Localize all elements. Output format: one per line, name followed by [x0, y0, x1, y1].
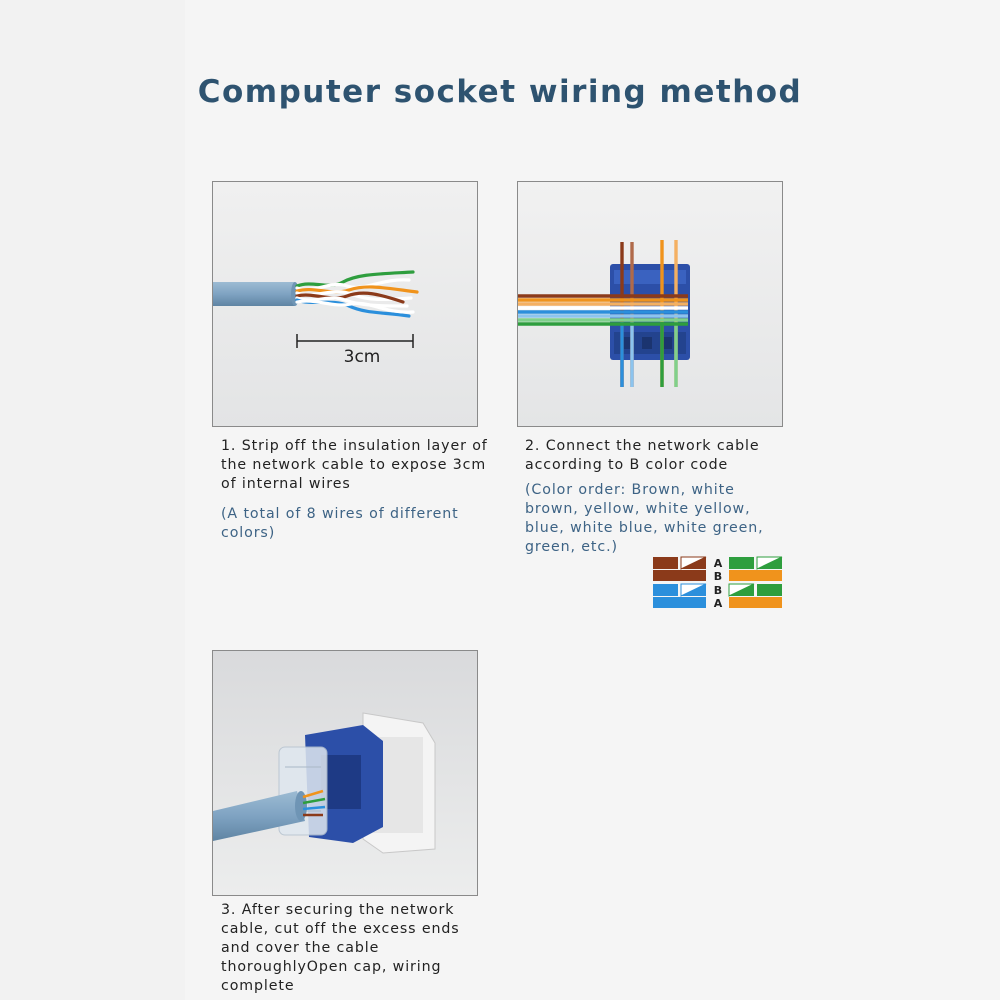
- legend-brown-pair: [653, 557, 706, 581]
- step2-photo: [517, 181, 783, 427]
- legend-blue-pair: [653, 584, 706, 608]
- color-code-legend: [653, 556, 783, 610]
- page-title: Computer socket wiring method: [197, 74, 803, 110]
- legend-label-3: B: [713, 584, 723, 597]
- legend-green-pair: [729, 557, 782, 581]
- legend-label-4: A: [713, 597, 723, 610]
- measure-label: 3cm: [343, 347, 381, 367]
- step1-note: (A total of 8 wires of different colors): [221, 506, 459, 541]
- legend-orange-pair: [729, 584, 782, 608]
- step2-note: (Color order: Brown, white brown, yellow, white yellow, blue, white blue, white green, green, etc.): [525, 482, 764, 555]
- cable-jacket: [213, 282, 299, 306]
- step3-photo: [212, 650, 478, 896]
- legend-label-1: A: [713, 557, 723, 570]
- step2-caption: 2. Connect the network cable according to B color code: [525, 438, 760, 473]
- step1-caption: 1. Strip off the insulation layer of the network cable to expose 3cm of internal wires: [221, 438, 488, 492]
- legend-label-2: B: [713, 570, 723, 583]
- left-margin-strip: [0, 0, 185, 1000]
- step1-photo: [212, 181, 478, 427]
- step3-caption: 3. After securing the network cable, cut off the excess ends and cover the cable thoroughlyOpen cap, wiring complete: [221, 902, 460, 994]
